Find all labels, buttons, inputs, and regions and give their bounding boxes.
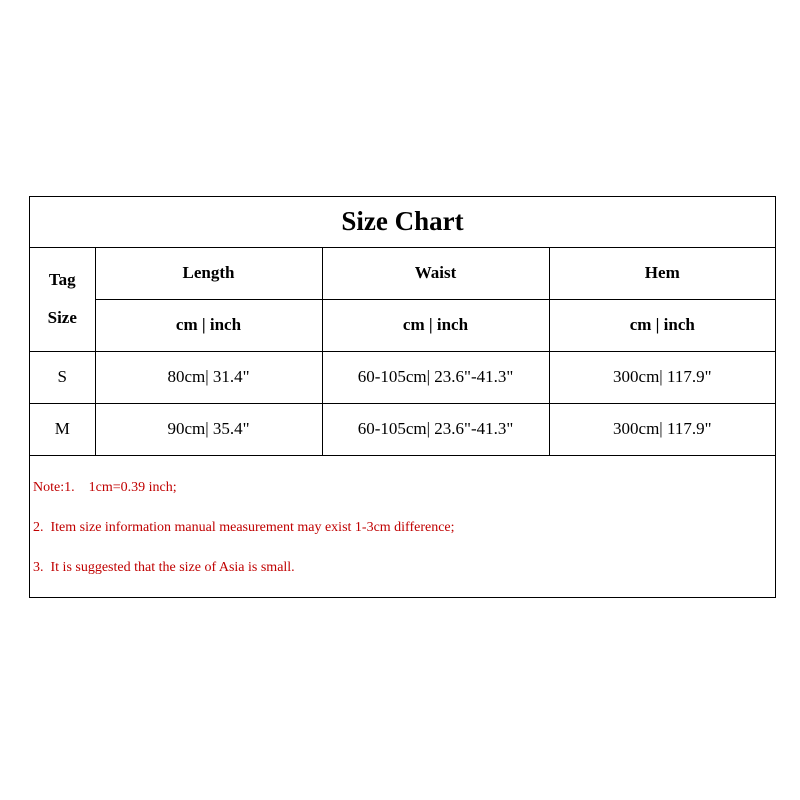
size-cell: S <box>30 351 95 403</box>
table-row <box>30 351 775 403</box>
hem-cell: 300cm| 117.9" <box>549 351 775 403</box>
hem-unit: cm | inch <box>549 299 775 351</box>
tag-size-header <box>30 247 95 351</box>
hem-header: Hem <box>549 247 775 299</box>
waist-cell: 60-105cm| 23.6"-41.3" <box>322 403 549 455</box>
header-row <box>30 247 775 299</box>
size-label: Size <box>47 308 77 327</box>
waist-cell: 60-105cm| 23.6"-41.3" <box>322 351 549 403</box>
hem-cell: 300cm| 117.9" <box>549 403 775 455</box>
note-item: 3. It is suggested that the size of Asia is small. <box>33 559 295 575</box>
length-cell: 90cm| 35.4" <box>95 403 322 455</box>
size-cell: M <box>30 403 95 455</box>
table-row <box>30 403 775 455</box>
unit-row <box>30 299 775 351</box>
tag-label: Tag <box>48 270 76 289</box>
notes-row <box>30 455 775 601</box>
notes-section <box>30 455 775 601</box>
size-table <box>30 197 775 601</box>
title-row <box>30 197 775 247</box>
note-item: Note:1. 1cm=0.39 inch; <box>33 479 177 495</box>
length-cell: 80cm| 31.4" <box>95 351 322 403</box>
chart-title: Size Chart <box>30 197 775 247</box>
length-unit: cm | inch <box>95 299 322 351</box>
size-chart <box>29 196 776 598</box>
waist-unit: cm | inch <box>322 299 549 351</box>
note-item: 2. Item size information manual measurement may exist 1-3cm difference; <box>33 519 455 535</box>
length-header: Length <box>95 247 322 299</box>
waist-header: Waist <box>322 247 549 299</box>
